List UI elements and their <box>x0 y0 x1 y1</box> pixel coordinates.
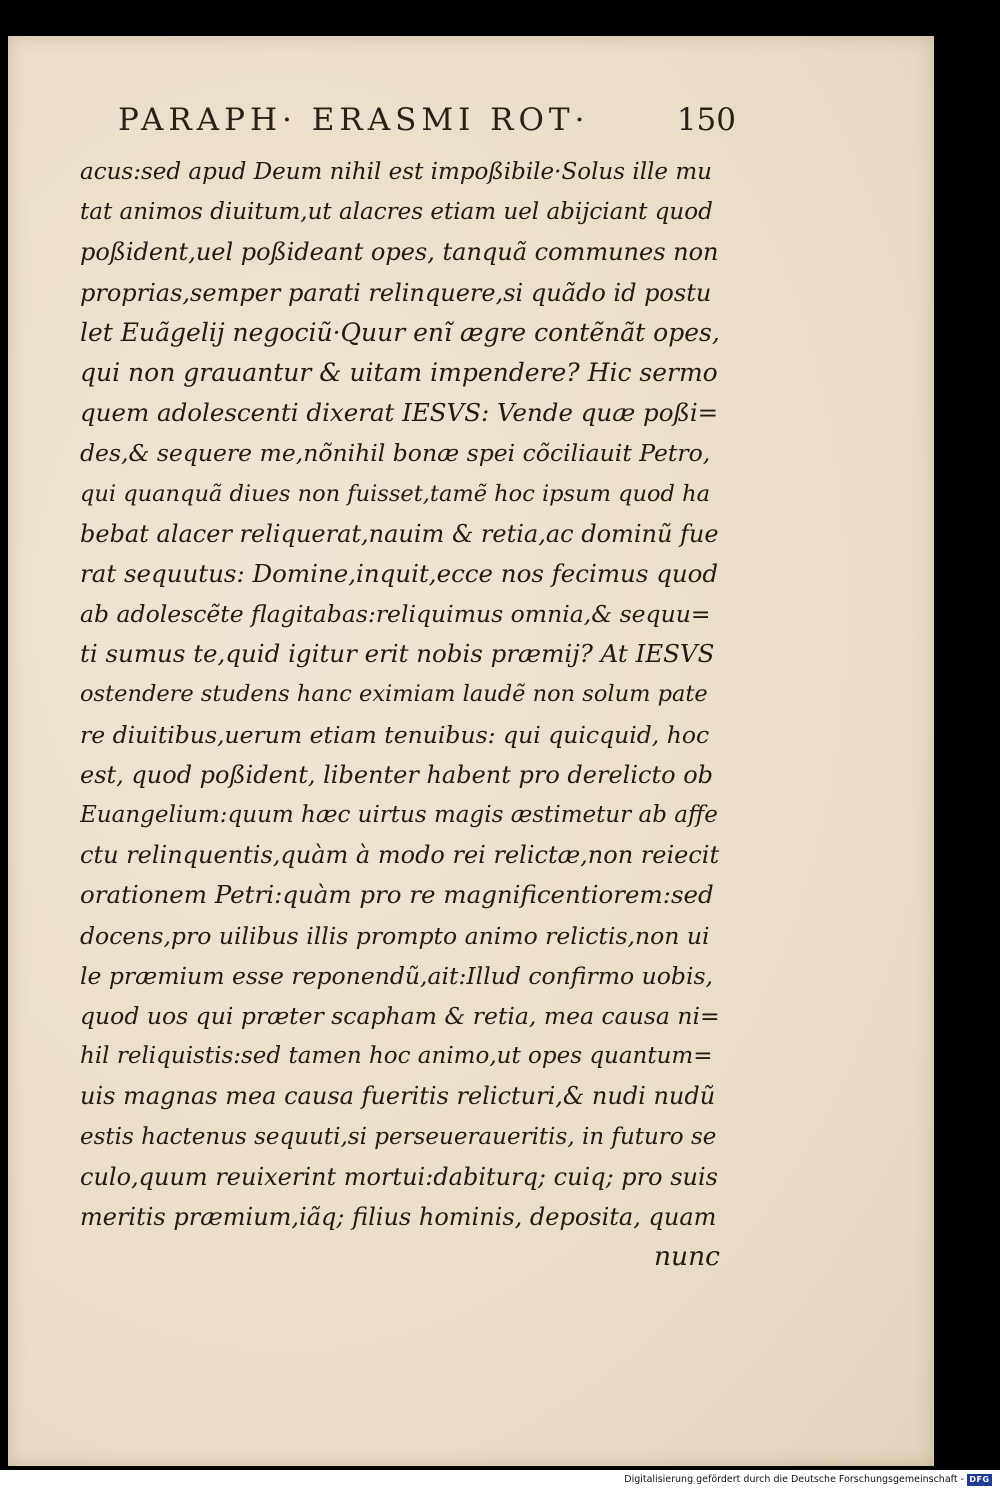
text-line: docens,pro uilibus illis prompto animo relictis,non ui <box>80 921 710 950</box>
footer-bar <box>0 1470 1000 1491</box>
text-line: qui quanquã diues non fuisset,tamẽ hoc ipsum quod ha <box>80 480 710 507</box>
text-line: ostendere studens hanc eximiam laudẽ non solum pate <box>80 681 708 708</box>
text-line: poßident,uel poßideant opes, tanquã communes non <box>80 238 719 267</box>
text-line: le præmium esse reponendũ,ait:Illud confirmo uobis, <box>80 961 713 990</box>
text-line: quod uos qui præter scapham & retia, mea causa ni= <box>80 1001 720 1030</box>
text-line: est, quod poßident, libenter habent pro derelicto ob <box>80 760 713 789</box>
text-line: uis magnas mea causa fueritis relicturi,& nudi nudũ <box>80 1082 716 1111</box>
text-line: tat animos diuitum,ut alacres etiam uel abijciant quod <box>80 199 713 226</box>
text-line: hil reliquistis:sed tamen hoc animo,ut opes quantum= <box>80 1043 713 1070</box>
text-line: orationem Petri:quàm pro re magnificentiorem:sed <box>80 880 714 910</box>
text-line: bebat alacer reliquerat,nauim & retia,ac dominũ fue <box>80 519 719 548</box>
text-line: ti sumus te,quid igitur erit nobis præmij? At IESVS <box>80 639 715 669</box>
text-line: acus:sed apud Deum nihil est impoßibile·Solus ille mu <box>80 159 712 185</box>
text-line: proprias,semper parati relinquere,si quãdo id postu <box>80 278 712 307</box>
funding-credit: Digitalisierung gefördert durch die Deutsche Forschungsgemeinschaft - <box>624 1474 964 1485</box>
running-title: PARAPH· ERASMI ROT· <box>118 102 590 138</box>
book-page <box>8 36 934 1466</box>
dfg-logo: DFG <box>967 1474 992 1486</box>
text-line: let Euãgelij negociũ·Quur enĩ ægre contẽnãt opes, <box>80 317 720 347</box>
text-line: quem adolescenti dixerat IESVS: Vende quæ poßi= <box>80 398 719 428</box>
page-header <box>118 102 758 152</box>
text-line: re diuitibus,uerum etiam tenuibus: qui quicquid, hoc <box>80 720 710 749</box>
text-line: des,& sequere me,nõnihil bonæ spei cõciliauit Petro, <box>80 439 711 468</box>
body-text <box>80 152 720 1277</box>
text-line: ab adolescẽte flagitabas:reliquimus omnia,& sequu= <box>80 600 711 629</box>
text-line: ctu relinquentis,quàm à modo rei relictæ,non reiecit <box>80 841 720 870</box>
text-line: meritis præmium,iãq; filius hominis, deposita, quam <box>80 1202 717 1231</box>
text-line: qui non grauantur & uitam impendere? Hic sermo <box>80 357 718 387</box>
text-line: culo,quum reuixerint mortui:dabiturq; cuiq; pro suis <box>80 1162 718 1191</box>
text-line: rat sequutus: Domine,inquit,ecce nos fecimus quod <box>80 558 719 588</box>
text-line: estis hactenus sequuti,si perseueraueritis, in futuro se <box>80 1123 717 1150</box>
catchword: nunc <box>653 1241 720 1273</box>
text-line: Euangelium:quum hæc uirtus magis æstimetur ab affe <box>80 802 718 828</box>
page-number: 150 <box>676 102 736 138</box>
